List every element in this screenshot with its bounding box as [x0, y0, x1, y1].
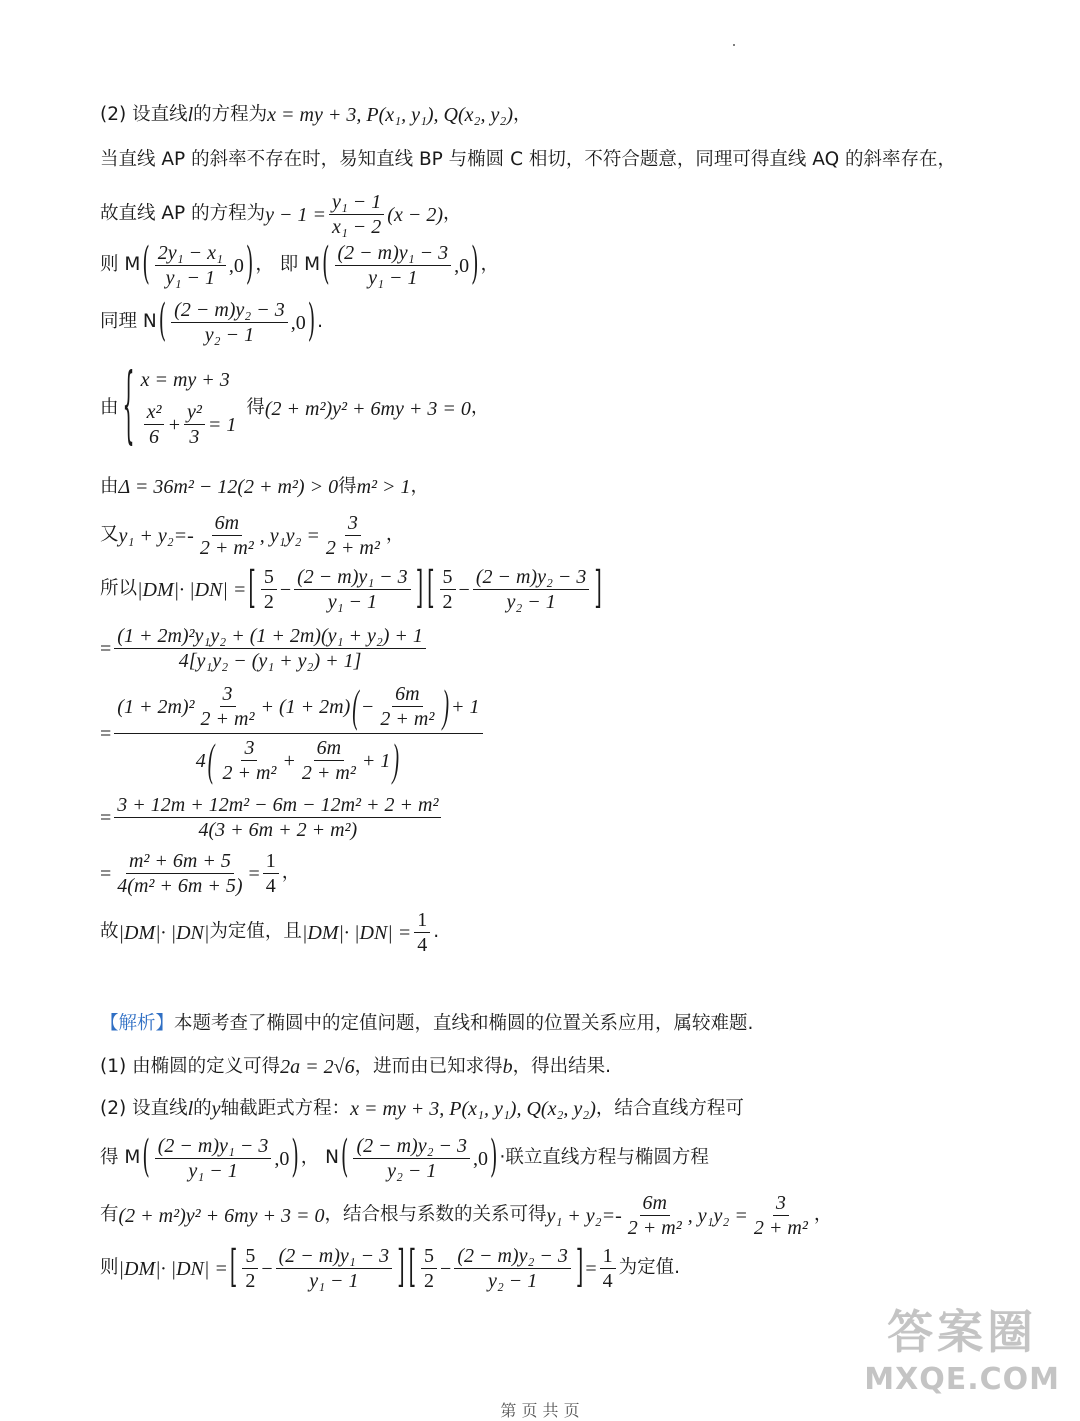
solution-line-12 — [100, 795, 444, 840]
plus: + — [282, 749, 296, 772]
numerator: (2 − m)y₁ − 3 — [155, 1136, 272, 1159]
comma-zero: ,0 — [228, 254, 244, 277]
denominator: 2 + m² — [200, 708, 255, 730]
text: ，进而由已知求得 — [354, 1055, 503, 1077]
denominator: 6 — [149, 426, 160, 448]
numerator: 5 — [421, 1246, 437, 1269]
paren: ) — [392, 735, 400, 786]
minus: − — [458, 578, 470, 601]
text: 同理 N — [100, 311, 157, 333]
text: (2) 设直线 — [100, 1097, 188, 1119]
equation — [141, 402, 237, 447]
comma-zero: ,0 — [473, 1147, 489, 1170]
comma-zero: ,0 — [290, 311, 306, 334]
fraction — [114, 681, 482, 786]
numerator: 6m — [640, 1193, 670, 1216]
solution-line-11 — [100, 681, 486, 786]
paren: ) — [245, 239, 254, 290]
fraction — [440, 567, 456, 612]
plus: + — [167, 413, 181, 436]
solution-line-4 — [100, 239, 500, 290]
denominator: 2 — [442, 591, 453, 613]
math: |DM|· |DN| = — [301, 921, 412, 944]
fraction — [353, 1136, 470, 1181]
denominator: 2 + m² — [222, 762, 277, 784]
fraction — [114, 851, 245, 896]
solution-line-8 — [100, 513, 404, 558]
math: , y₁y₂ = — [687, 1204, 748, 1227]
text: 得 — [338, 475, 357, 497]
paren: ( — [207, 735, 215, 786]
paren: ( — [142, 239, 150, 290]
math: |DM|· |DN| = — [118, 1257, 228, 1280]
fraction — [242, 1246, 258, 1291]
var-l: l — [187, 104, 194, 126]
denominator: y₁ − 1 — [188, 1160, 238, 1182]
text: ， 即 M — [255, 254, 321, 276]
numerator: x² — [144, 402, 165, 425]
analysis-line-6 — [100, 1242, 680, 1293]
text: 轴截距式方程： — [220, 1097, 351, 1119]
bracket: ] — [594, 563, 602, 614]
text: 为定值，且 — [209, 921, 302, 943]
comma-zero: ,0 — [274, 1147, 290, 1170]
solution-line-1 — [100, 105, 532, 125]
equals: = — [100, 862, 112, 885]
text: 当直线 AP 的斜率不存在时，易知直线 BP 与椭圆 C 相切，不符合题意，同理可得直线 AQ 的斜率存在， — [100, 149, 957, 170]
math: |DM|· |DN| = — [137, 578, 247, 601]
text: ·联立直线方程与椭圆方程 — [499, 1147, 709, 1169]
paren: ) — [490, 1132, 498, 1183]
text: 所以 — [100, 578, 138, 600]
text: (1) 由椭圆的定义可得 — [100, 1055, 281, 1077]
text: = 1 — [207, 413, 237, 436]
text: + 1 — [451, 695, 480, 718]
minus: − — [279, 578, 292, 601]
fraction — [454, 1246, 571, 1291]
text: 由 — [100, 397, 119, 419]
text: 的 — [193, 1097, 212, 1119]
text: ，结合直线方程可 — [595, 1097, 744, 1119]
text: . — [317, 311, 324, 333]
fraction — [294, 567, 411, 612]
text: ， — [385, 524, 405, 546]
math: m² > 1 — [356, 476, 411, 498]
denominator: 2 — [263, 591, 274, 613]
bracket: [ — [229, 1242, 238, 1293]
fraction — [421, 1246, 437, 1291]
denominator: y₁ − 1 — [309, 1270, 359, 1292]
numerator: 3 + 12m + 12m² − 6m − 12m² + 2 + m² — [114, 795, 441, 818]
fraction — [414, 910, 430, 955]
paren: ( — [352, 681, 359, 732]
solution-line-14 — [100, 910, 439, 955]
fraction — [329, 192, 384, 237]
numerator: (2 − m)y₂ − 3 — [171, 300, 288, 323]
solution-line-9 — [100, 563, 604, 614]
denominator: x₁ − 2 — [331, 216, 382, 238]
text: ，结合根与系数的关系可得 — [324, 1204, 547, 1226]
denominator: 4(3 + 6m + 2 + m²) — [198, 819, 358, 841]
minus: − — [440, 1257, 452, 1280]
text: 4 — [195, 749, 206, 772]
math: 2a = 2√6 — [280, 1056, 355, 1078]
text: ， N — [300, 1147, 340, 1169]
math: |DM|· |DN| — [118, 921, 210, 944]
fraction — [263, 851, 279, 896]
analysis-line-5 — [100, 1193, 832, 1238]
bracket: ] — [575, 1242, 584, 1293]
text: 则 M — [100, 254, 141, 276]
text: + 1 — [361, 749, 391, 772]
paren: ( — [142, 1132, 150, 1183]
denominator: 2 + m² — [627, 1217, 682, 1239]
numerator: 6m — [314, 738, 344, 761]
text: ， — [410, 475, 430, 497]
denominator: 2 + m² — [325, 537, 380, 559]
fraction — [114, 795, 441, 840]
bracket: [ — [427, 563, 435, 614]
text: 则 — [100, 1257, 119, 1279]
equals: = — [248, 862, 260, 885]
numerator: (2 − m)y₂ − 3 — [353, 1136, 470, 1159]
denominator: 4 — [265, 875, 276, 897]
equation: x = my + 3 — [140, 369, 230, 391]
paren: ( — [322, 239, 330, 290]
fraction — [299, 738, 359, 783]
denominator: y₁ − 1 — [165, 267, 215, 289]
analysis-line-3 — [100, 1099, 744, 1119]
bracket: ] — [415, 563, 424, 614]
fraction — [323, 513, 383, 558]
bracket: ] — [397, 1242, 405, 1293]
denominator: 2 + m² — [301, 762, 356, 784]
denominator: 4 — [602, 1270, 613, 1292]
solution-line-6 — [100, 357, 490, 455]
fraction — [219, 738, 279, 783]
equals: = — [585, 1257, 597, 1280]
numerator: 3 — [773, 1193, 789, 1216]
numerator: 3 — [220, 684, 236, 707]
numerator: (2 − m)y₂ − 3 — [473, 567, 590, 590]
math: (x − 2) — [387, 203, 443, 226]
fraction — [751, 1193, 811, 1238]
var-l: l — [187, 1098, 194, 1120]
fraction — [114, 626, 426, 671]
analysis-line-4 — [100, 1132, 709, 1183]
denominator: 2 + m² — [199, 537, 254, 559]
denominator: y₁ − 1 — [368, 267, 418, 289]
equals: = — [100, 637, 112, 660]
math: y₁ + y₂=- — [118, 524, 194, 547]
solution-line-10 — [100, 626, 429, 671]
page-footer: 第 页 共 页 — [500, 1401, 580, 1420]
numerator: (2 − m)y₁ − 3 — [276, 1246, 393, 1269]
text: . — [433, 921, 440, 943]
text: 故直线 AP 的方程为 — [100, 203, 266, 225]
brace: { — [122, 357, 135, 455]
text: 故 — [100, 921, 119, 943]
fraction — [144, 402, 165, 447]
text: ， — [281, 862, 301, 884]
math: y₁ + y₂=- — [546, 1204, 622, 1227]
denominator: 3 — [189, 426, 200, 448]
fraction — [600, 1246, 616, 1291]
denominator: y₂ − 1 — [204, 324, 255, 346]
paren: ) — [307, 296, 316, 347]
fraction — [155, 1136, 272, 1181]
math: , y₁y₂ = — [259, 524, 320, 547]
denominator: y₂ − 1 — [506, 591, 556, 613]
text: ，得出结果. — [512, 1055, 611, 1077]
text: 得 — [246, 397, 265, 419]
text: 由 — [100, 475, 119, 497]
numerator: (2 − m)y₁ − 3 — [335, 243, 452, 266]
fraction — [335, 243, 452, 288]
fraction — [155, 243, 226, 288]
solution-line-3 — [100, 192, 462, 237]
equation-system — [141, 370, 237, 447]
comma-zero: ,0 — [454, 254, 470, 277]
math: x = my + 3, P(x₁, y₁), Q(x₂, y₂) — [267, 104, 513, 126]
numerator: 6m — [392, 684, 422, 707]
numerator: (2 − m)y₂ − 3 — [454, 1246, 571, 1269]
solution-line-5 — [100, 296, 324, 347]
fraction — [377, 684, 437, 729]
speck — [733, 44, 735, 46]
denominator: 4(m² + 6m + 5) — [117, 875, 243, 897]
paren: ) — [291, 1132, 299, 1183]
denominator: y₂ − 1 — [387, 1160, 437, 1182]
paren: ) — [471, 239, 479, 290]
denominator: 2 — [245, 1270, 256, 1292]
text: ， — [512, 103, 532, 125]
analysis-tag: 【解析】 — [100, 1013, 175, 1034]
numerator: 5 — [440, 567, 456, 590]
equals: = — [100, 806, 112, 829]
var-b: b — [502, 1056, 513, 1078]
solution-line-13 — [100, 851, 300, 896]
fraction — [625, 1193, 685, 1238]
text: ， — [442, 203, 462, 225]
numerator: 3 — [345, 513, 361, 536]
watermark-url: MXQE.COM — [864, 1362, 1060, 1397]
numerator: 5 — [261, 567, 277, 590]
math: (2 + m²)y² + 6my + 3 = 0 — [118, 1204, 325, 1227]
solution-line-2 — [100, 151, 956, 170]
watermark-logo — [864, 1296, 1060, 1397]
equals: = — [100, 722, 112, 745]
numerator: 1 — [263, 851, 279, 874]
numerator: 2y₁ − x₁ — [155, 243, 226, 266]
denominator — [193, 734, 404, 786]
paren: ( — [341, 1132, 349, 1183]
text: (2) 设直线 — [100, 103, 188, 125]
var-y: y — [211, 1098, 221, 1120]
fraction — [276, 1246, 393, 1291]
paren: ( — [158, 296, 167, 347]
math: y − 1 = — [265, 203, 326, 226]
numerator: y² — [184, 402, 205, 425]
fraction — [197, 513, 257, 558]
math: x = my + 3, P(x₁, y₁), Q(x₂, y₂) — [350, 1098, 596, 1120]
fraction — [198, 684, 258, 729]
watermark-text: 答案圈 — [887, 1305, 1038, 1359]
paren: ) — [442, 681, 450, 732]
numerator: (1 + 2m)²y₁y₂ + (1 + 2m)(y₁ + y₂) + 1 — [114, 626, 426, 649]
text: 得 M — [100, 1147, 141, 1169]
text: ， — [480, 254, 500, 276]
numerator: 1 — [600, 1246, 616, 1269]
analysis-line-1 — [100, 1015, 753, 1034]
denominator: 2 + m² — [380, 708, 435, 730]
fraction — [184, 402, 205, 447]
numerator: 6m — [212, 513, 242, 536]
minus: − — [360, 695, 375, 718]
text: 的方程为 — [193, 103, 268, 125]
text: ， — [470, 397, 490, 419]
denominator: 2 + m² — [753, 1217, 808, 1239]
text: + (1 + 2m) — [260, 695, 351, 718]
text: 本题考查了椭圆中的定值问题，直线和椭圆的位置关系应用，属较难题. — [174, 1013, 754, 1034]
analysis-line-2 — [100, 1057, 611, 1077]
numerator: 3 — [241, 738, 257, 761]
denominator: y₁ − 1 — [327, 591, 378, 613]
fraction — [171, 300, 288, 345]
bracket: [ — [408, 1242, 417, 1293]
numerator: m² + 6m + 5 — [126, 851, 234, 874]
fraction — [473, 567, 590, 612]
denominator: y₂ − 1 — [487, 1270, 538, 1292]
text: ， — [813, 1204, 833, 1226]
fraction — [261, 567, 277, 612]
numerator: y₁ − 1 — [329, 192, 384, 215]
numerator: (2 − m)y₁ − 3 — [294, 567, 411, 590]
text: 有 — [100, 1204, 119, 1226]
minus: − — [261, 1257, 273, 1280]
math: (2 + m²)y² + 6my + 3 = 0 — [264, 397, 471, 420]
denominator: 4 — [417, 934, 428, 956]
denominator: 4[y₁y₂ − (y₁ + y₂) + 1] — [178, 650, 362, 672]
numerator: 5 — [242, 1246, 258, 1269]
bracket: [ — [248, 563, 256, 614]
numerator: 1 — [414, 910, 430, 933]
math: Δ = 36m² − 12(2 + m²) > 0 — [118, 476, 339, 498]
solution-line-7 — [100, 477, 429, 497]
text: 又 — [100, 524, 119, 546]
text: 为定值. — [618, 1257, 680, 1279]
text: (1 + 2m)² — [117, 695, 195, 718]
denominator: 2 — [424, 1270, 435, 1292]
numerator — [114, 681, 482, 734]
